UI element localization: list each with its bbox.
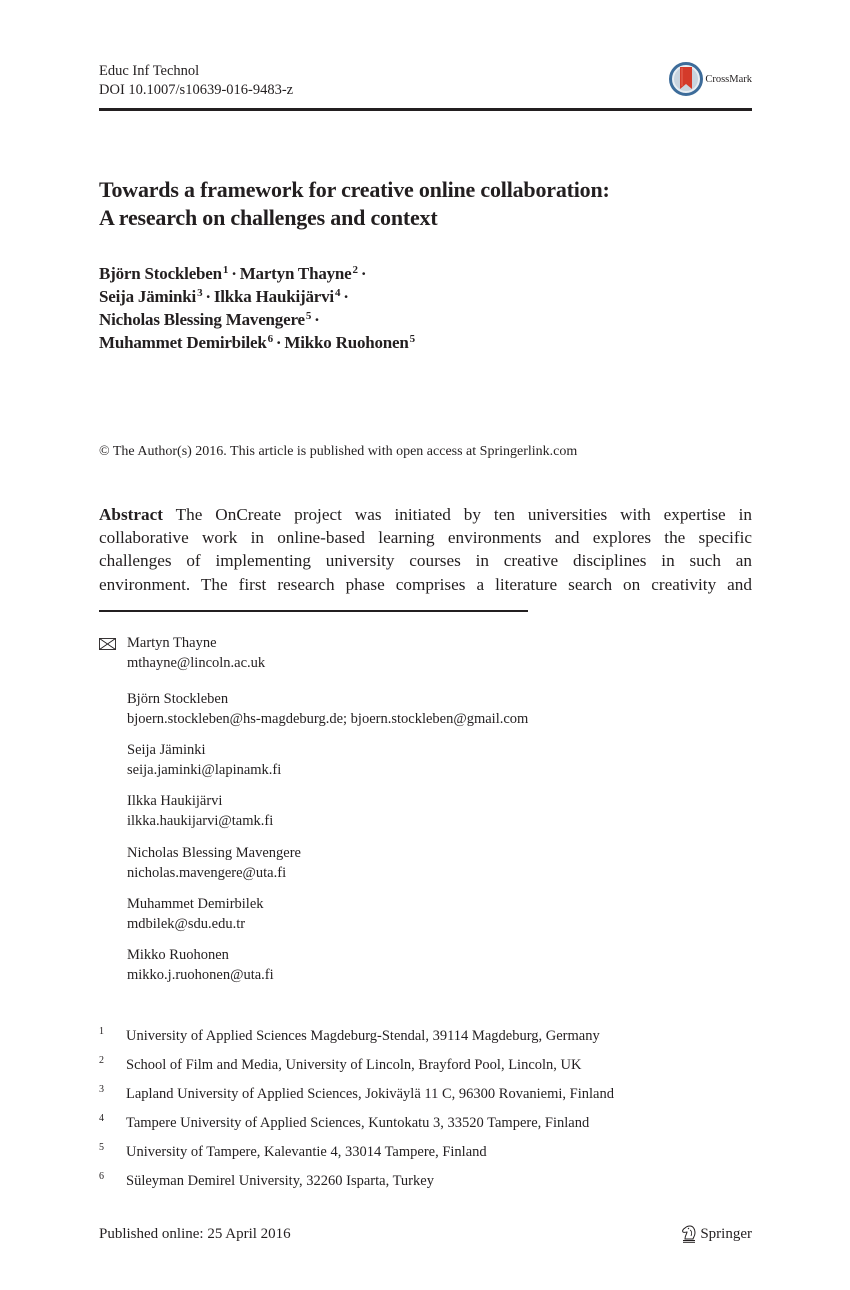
contact-email[interactable]: mikko.j.ruohonen@uta.fi: [127, 966, 274, 983]
affiliation-text: Tampere University of Applied Sciences, Kuntokatu 3, 33520 Tampere, Finland: [126, 1115, 590, 1131]
published-date: Published online: 25 April 2016: [99, 1226, 291, 1242]
affiliation-text: School of Film and Media, University of Lincoln, Brayford Pool, Lincoln, UK: [126, 1057, 582, 1073]
contact-name: Muhammet Demirbilek: [127, 896, 264, 912]
contact-email[interactable]: seija.jaminki@lapinamk.fi: [127, 761, 282, 778]
abstract-text: The OnCreate project was initiated by ten universities with expertise in: [175, 505, 752, 524]
author-name: Björn Stockleben: [99, 264, 222, 283]
author-separator: ·: [231, 264, 237, 283]
author-separator: ·: [205, 287, 211, 306]
contact-entry: [127, 946, 274, 985]
author-list: [99, 262, 415, 354]
contact-entry: [127, 634, 265, 673]
crossmark-badge[interactable]: [669, 62, 752, 96]
contact-entry: [127, 690, 528, 729]
author-name: Ilkka Haukijärvi: [213, 287, 334, 306]
affiliation-text: University of Tampere, Kalevantie 4, 33014 Tampere, Finland: [126, 1144, 487, 1160]
contact-entry: [127, 741, 281, 780]
affiliation-number: 2: [99, 1055, 104, 1066]
contact-entry: [127, 895, 264, 934]
author-affil-ref: 1: [222, 264, 229, 276]
contact-email[interactable]: mdbilek@sdu.edu.tr: [127, 915, 246, 932]
author-name: Mikko Ruohonen: [284, 333, 409, 352]
author-name: Seija Jäminki: [99, 287, 197, 306]
abstract-line: environment. The first research phase comprises a literature search on creativity and: [99, 574, 752, 594]
footnote-rule: [99, 610, 528, 612]
author-affil-ref: 6: [267, 333, 273, 345]
author-line: [99, 262, 415, 285]
author-name: Martyn Thayne: [239, 264, 352, 283]
contact-name: Ilkka Haukijärvi: [127, 793, 223, 809]
contact-email[interactable]: ilkka.haukijarvi@tamk.fi: [127, 812, 274, 829]
title-line-1: Towards a framework for creative online collaboration:: [99, 177, 610, 202]
springer-knight-icon: [681, 1225, 697, 1243]
contact-entry: [127, 792, 273, 831]
affiliation-number: 3: [99, 1084, 104, 1095]
abstract-line: challenges of implementing university courses in creative disciplines in such an: [99, 551, 752, 571]
envelope-icon: [99, 638, 116, 650]
author-affil-ref: 5: [409, 333, 415, 345]
paper-title: [99, 176, 752, 232]
author-line: [99, 331, 415, 354]
author-separator: ·: [360, 264, 367, 283]
journal-name: Educ Inf Technol: [99, 63, 200, 79]
publisher-name: Springer: [700, 1226, 752, 1242]
abstract-line: [99, 503, 752, 526]
author-separator: ·: [343, 287, 349, 306]
crossmark-label: CrossMark: [705, 73, 752, 85]
copyright-notice: © The Author(s) 2016. This article is published with open access at Springerlink.com: [99, 444, 578, 459]
author-separator: ·: [314, 310, 320, 329]
author-name: Nicholas Blessing Mavengere: [99, 310, 305, 329]
page-header: [99, 62, 752, 106]
affiliation-number: 6: [99, 1171, 104, 1182]
affiliation-text: Lapland University of Applied Sciences, Jokiväylä 11 C, 96300 Rovaniemi, Finland: [126, 1086, 614, 1102]
page-footer: [99, 1224, 752, 1246]
header-rule: [99, 108, 752, 111]
author-affil-ref: 4: [334, 287, 341, 299]
author-affil-ref: 5: [305, 310, 312, 322]
abstract-line: collaborative work in online-based learning environments and explores the specific: [99, 528, 752, 548]
affiliation-text: University of Applied Sciences Magdeburg-Stendal, 39114 Magdeburg, Germany: [126, 1028, 600, 1044]
contact-email[interactable]: bjoern.stockleben@hs-magdeburg.de; bjoern.stockleben@gmail.com: [127, 710, 529, 727]
contact-entry: [127, 844, 301, 883]
author-affil-ref: 2: [352, 264, 358, 276]
affiliation-number: 1: [99, 1026, 104, 1037]
affiliation-number: 5: [99, 1142, 104, 1153]
contact-email[interactable]: nicholas.mavengere@uta.fi: [127, 864, 287, 881]
author-separator: ·: [275, 333, 282, 352]
contact-name: Martyn Thayne: [127, 635, 217, 651]
contact-name: Mikko Ruohonen: [127, 947, 229, 963]
contact-email[interactable]: mthayne@lincoln.ac.uk: [127, 654, 266, 671]
abstract: [99, 503, 752, 596]
title-line-2: A research on challenges and context: [99, 205, 438, 230]
author-line: [99, 308, 415, 331]
affiliation-text: Süleyman Demirel University, 32260 Isparta, Turkey: [126, 1173, 434, 1189]
doi[interactable]: DOI 10.1007/s10639-016-9483-z: [99, 82, 294, 98]
author-line: [99, 285, 415, 308]
publisher-logo[interactable]: [681, 1224, 752, 1244]
author-affil-ref: 3: [197, 287, 203, 299]
abstract-label: Abstract: [99, 505, 163, 524]
contact-name: Björn Stockleben: [127, 691, 229, 707]
contact-name: Nicholas Blessing Mavengere: [127, 845, 301, 861]
affiliation-number: 4: [99, 1113, 104, 1124]
crossmark-icon: [669, 62, 703, 96]
author-name: Muhammet Demirbilek: [99, 333, 267, 352]
contact-name: Seija Jäminki: [127, 742, 206, 758]
